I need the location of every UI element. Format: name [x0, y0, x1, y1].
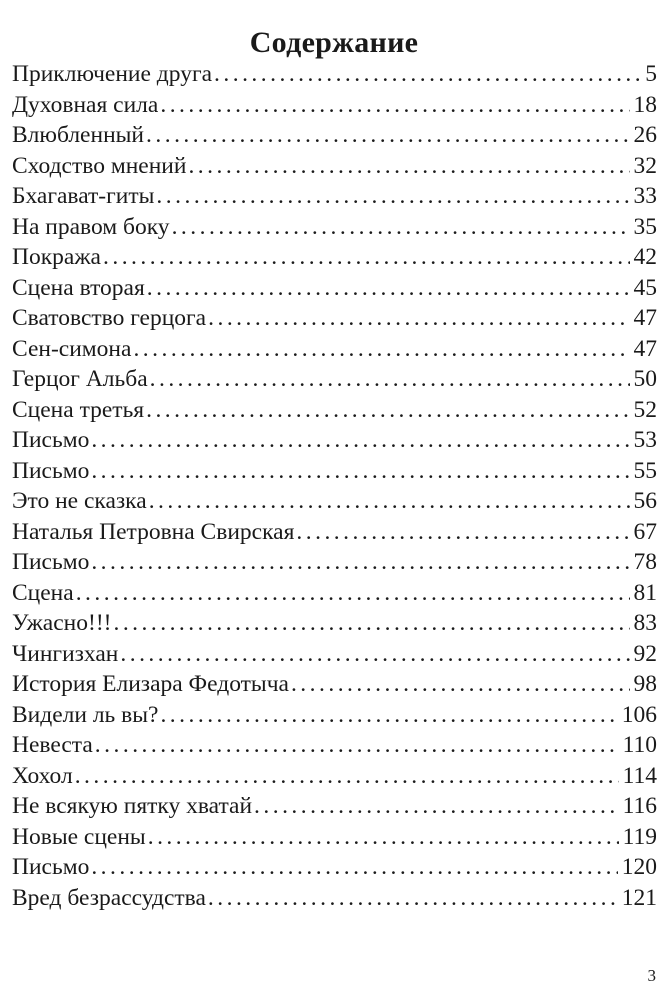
toc-entry-page: 32: [633, 152, 657, 179]
toc-entry-page: 5: [645, 61, 657, 87]
toc-entry-title: Влюбленный: [12, 122, 145, 148]
toc-entry-page: 45: [633, 274, 657, 301]
toc-entry-page: 52: [633, 396, 657, 423]
toc-entry-title: Не всякую пятку хватай: [12, 793, 253, 819]
toc-entry-page: 121: [621, 884, 657, 911]
dot-leader: [103, 242, 630, 272]
toc-entry[interactable]: [12, 608, 657, 639]
toc-entry[interactable]: [12, 700, 657, 731]
toc-entry-page: 106: [621, 701, 657, 728]
toc-entry[interactable]: [12, 639, 657, 670]
dot-leader: [91, 547, 629, 577]
toc-entry[interactable]: [12, 791, 657, 822]
toc-entry[interactable]: [12, 425, 657, 456]
dot-leader: [296, 517, 629, 547]
toc-entry-title: Сцена вторая: [12, 274, 145, 301]
dot-leader: [75, 761, 619, 791]
table-of-contents: [12, 59, 657, 913]
dot-leader: [160, 700, 617, 730]
dot-leader: [150, 364, 630, 394]
toc-entry-page: 42: [633, 244, 657, 270]
toc-entry-page: 116: [622, 793, 657, 819]
dot-leader: [120, 639, 629, 669]
toc-entry-page: 67: [633, 518, 657, 545]
toc-entry[interactable]: [12, 120, 657, 151]
toc-entry[interactable]: [12, 181, 657, 212]
toc-entry-title: Это не сказка: [12, 488, 147, 514]
toc-entry-title: Видели ль вы?: [12, 701, 159, 728]
toc-entry-title: История Елизара Федотыча: [12, 671, 289, 697]
toc-entry-title: Ужасно!!!: [12, 610, 112, 636]
toc-entry-title: На правом боку: [12, 213, 170, 240]
dot-leader: [76, 578, 630, 608]
dot-leader: [156, 181, 629, 211]
dot-leader: [95, 730, 619, 760]
dot-leader: [147, 273, 630, 303]
toc-entry[interactable]: [12, 883, 657, 914]
toc-entry-title: Герцог Альба: [12, 366, 148, 392]
toc-entry-title: Письмо: [12, 427, 90, 453]
toc-entry[interactable]: [12, 852, 657, 883]
toc-entry-title: Чингизхан: [12, 640, 119, 667]
dot-leader: [160, 90, 629, 120]
toc-entry[interactable]: [12, 59, 657, 90]
toc-entry[interactable]: [12, 486, 657, 517]
dot-leader: [91, 852, 617, 882]
toc-entry-page: 81: [633, 579, 657, 606]
toc-entry[interactable]: [12, 90, 657, 121]
toc-entry-page: 35: [633, 213, 657, 240]
toc-entry-title: Сцена: [12, 579, 74, 606]
toc-entry[interactable]: [12, 303, 657, 334]
dot-leader: [208, 883, 618, 913]
toc-entry-page: 18: [633, 91, 657, 118]
toc-entry-page: 78: [633, 549, 657, 575]
toc-entry-page: 114: [622, 762, 657, 789]
toc-entry-title: Приключение друга: [12, 61, 213, 87]
toc-entry-page: 55: [633, 457, 657, 484]
toc-entry-page: 119: [622, 823, 657, 850]
toc-entry-page: 83: [633, 610, 657, 636]
toc-entry[interactable]: [12, 578, 657, 609]
toc-entry-title: Духовная сила: [12, 91, 159, 118]
dot-leader: [214, 59, 641, 89]
toc-entry-title: Вред безрассудства: [12, 884, 206, 911]
toc-entry-page: 56: [633, 488, 657, 514]
toc-entry[interactable]: [12, 395, 657, 426]
toc-entry-page: 33: [633, 183, 657, 209]
toc-entry-page: 47: [633, 335, 657, 362]
toc-entry[interactable]: [12, 273, 657, 304]
toc-entry-page: 26: [633, 122, 657, 148]
dot-leader: [291, 669, 630, 699]
dot-leader: [91, 425, 629, 455]
toc-entry-title: Сватовство герцога: [12, 305, 207, 331]
toc-entry-title: Письмо: [12, 854, 90, 880]
toc-entry[interactable]: [12, 242, 657, 273]
toc-entry-title: Невеста: [12, 732, 93, 758]
toc-entry-page: 98: [633, 671, 657, 697]
toc-entry[interactable]: [12, 151, 657, 182]
toc-entry[interactable]: [12, 517, 657, 548]
toc-entry-page: 110: [622, 732, 657, 758]
toc-entry[interactable]: [12, 669, 657, 700]
dot-leader: [113, 608, 629, 638]
toc-entry[interactable]: [12, 334, 657, 365]
toc-entry-title: Новые сцены: [12, 823, 146, 850]
toc-entry[interactable]: [12, 547, 657, 578]
toc-entry-title: Сцена третья: [12, 396, 145, 423]
toc-entry-title: Бхагават-гиты: [12, 183, 155, 209]
toc-entry-title: Сен-симона: [12, 335, 132, 362]
toc-entry[interactable]: [12, 364, 657, 395]
toc-entry-title: Наталья Петровна Свирская: [12, 518, 295, 545]
toc-entry[interactable]: [12, 456, 657, 487]
toc-entry-page: 47: [633, 305, 657, 331]
page-title: Содержание: [249, 26, 419, 60]
dot-leader: [172, 212, 630, 242]
dot-leader: [188, 151, 629, 181]
dot-leader: [146, 395, 629, 425]
toc-entry-page: 92: [633, 640, 657, 667]
toc-entry[interactable]: [12, 730, 657, 761]
toc-entry[interactable]: [12, 822, 657, 853]
dot-leader: [149, 486, 630, 516]
toc-entry-title: Письмо: [12, 457, 90, 484]
dot-leader: [146, 120, 629, 150]
dot-leader: [148, 822, 619, 852]
toc-entry-title: Сходство мнений: [12, 152, 187, 179]
page-number: 3: [647, 966, 656, 985]
dot-leader: [91, 456, 629, 486]
toc-entry-title: Хохол: [12, 762, 73, 789]
toc-entry[interactable]: [12, 761, 657, 792]
toc-entry[interactable]: [12, 212, 657, 243]
dot-leader: [254, 791, 619, 821]
toc-entry-page: 120: [621, 854, 657, 880]
dot-leader: [208, 303, 629, 333]
dot-leader: [133, 334, 629, 364]
toc-entry-page: 53: [633, 427, 657, 453]
toc-entry-page: 50: [633, 366, 657, 392]
toc-entry-title: Письмо: [12, 549, 90, 575]
toc-entry-title: Покража: [12, 244, 101, 270]
